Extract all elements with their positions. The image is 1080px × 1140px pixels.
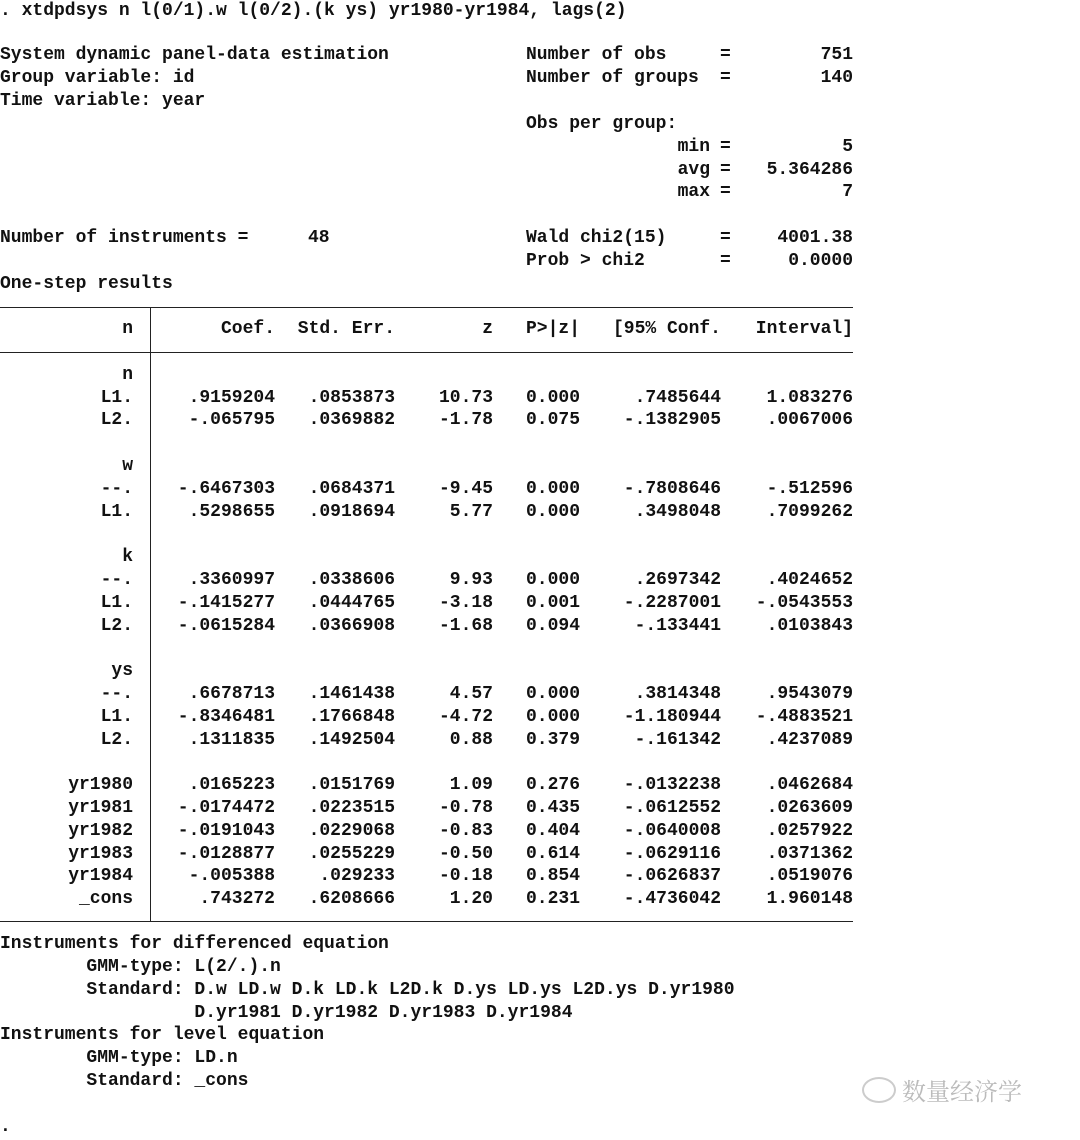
cell-ci-upper: .0263609 [766,798,853,818]
cell-ci-lower: -.7808646 [623,479,721,499]
cell-coef: .0165223 [188,775,275,795]
cell-std-err: .0223515 [308,798,395,818]
watermark-text: 数量经济学 [902,1078,1022,1106]
cell-label: L2. [100,616,133,636]
cell-coef: .3360997 [188,570,275,590]
column-header-p-value: P>|z| [525,319,580,339]
cell-ci-upper: -.4883521 [755,707,853,727]
cell-ci-upper: .0067006 [766,410,853,430]
cell-std-err: .1766848 [308,707,395,727]
cell-coef: -.0615284 [177,616,275,636]
cell-z: -0.18 [438,866,493,886]
cell-std-err: .1492504 [308,730,395,750]
cell-std-err: .1461438 [308,684,395,704]
cell-label: n [122,365,133,385]
column-header-label: n [122,319,133,339]
column-header-ci-upper: Interval] [755,319,853,339]
cell-z: 5.77 [449,502,493,522]
cell-ci-lower: -.0629116 [623,844,721,864]
cell-z: -9.45 [438,479,493,499]
cell-z: -0.83 [438,821,493,841]
eq-sign: = [720,68,731,88]
cell-ci-upper: .0257922 [766,821,853,841]
table-header-rule [0,352,853,353]
group-variable: Group variable: id [0,68,195,88]
cell-p-value: 0.094 [525,616,580,636]
cell-z: 1.20 [449,889,493,909]
cell-z: 9.93 [449,570,493,590]
cell-p-value: 0.379 [525,730,580,750]
results-label: One-step results [0,274,173,294]
cell-z: 0.88 [449,730,493,750]
obs-per-group-label: Obs per group: [526,114,678,134]
avg-label: avg [677,160,710,180]
level-standard: Standard: _cons [0,1071,249,1091]
time-variable: Time variable: year [0,91,206,111]
diff-gmm-type: GMM-type: L(2/.).n [0,957,281,977]
cell-p-value: 0.075 [525,410,580,430]
cell-z: 10.73 [438,388,493,408]
cell-z: -4.72 [438,707,493,727]
cell-label: yr1984 [68,866,133,886]
diff-standard-2: D.yr1981 D.yr1982 D.yr1983 D.yr1984 [0,1003,573,1023]
cell-ci-lower: -.133441 [634,616,721,636]
cell-label: yr1980 [68,775,133,795]
column-header-ci-lower: [95% Conf. [612,319,721,339]
cell-p-value: 0.276 [525,775,580,795]
cell-p-value: 0.000 [525,502,580,522]
cell-p-value: 0.404 [525,821,580,841]
diff-standard-1: Standard: D.w LD.w D.k LD.k L2D.k D.ys LD.ys L2D.ys D.yr1980 [0,980,735,1000]
cell-coef: -.8346481 [177,707,275,727]
cell-std-err: .0918694 [308,502,395,522]
watermark [862,1072,1022,1107]
cell-p-value: 0.001 [525,593,580,613]
cell-ci-upper: .9543079 [766,684,853,704]
avg-value: 5.364286 [766,160,853,180]
column-header-std-err: Std. Err. [297,319,395,339]
eq-sign: = [720,160,731,180]
level-instruments-title: Instruments for level equation [0,1025,325,1045]
cell-ci-upper: .4237089 [766,730,853,750]
cell-ci-upper: .4024652 [766,570,853,590]
cell-std-err: .0229068 [308,821,395,841]
cell-label: --. [100,479,133,499]
cell-z: -0.78 [438,798,493,818]
cell-ci-lower: -1.180944 [623,707,721,727]
cell-ci-lower: .2697342 [634,570,721,590]
cell-label: --. [100,684,133,704]
cell-label: _cons [78,889,133,909]
level-gmm-type: GMM-type: LD.n [0,1048,238,1068]
cell-p-value: 0.000 [525,707,580,727]
cell-coef: -.065795 [188,410,275,430]
n-obs-value: 751 [820,45,853,65]
cell-std-err: .0151769 [308,775,395,795]
cell-p-value: 0.231 [525,889,580,909]
cell-z: -0.50 [438,844,493,864]
cell-label: k [122,547,133,567]
min-value: 5 [842,137,853,157]
eq-sign: = [720,228,731,248]
cell-z: -1.68 [438,616,493,636]
cell-std-err: .029233 [319,866,395,886]
cell-label: --. [100,570,133,590]
prob-value: 0.0000 [788,251,853,271]
cell-p-value: 0.000 [525,570,580,590]
cell-std-err: .0369882 [308,410,395,430]
cell-coef: -.1415277 [177,593,275,613]
cell-std-err: .0366908 [308,616,395,636]
cell-ci-upper: 1.960148 [766,889,853,909]
cell-ci-upper: -.512596 [766,479,853,499]
cell-p-value: 0.000 [525,684,580,704]
max-value: 7 [842,182,853,202]
cell-label: yr1981 [68,798,133,818]
cell-ci-lower: -.0612552 [623,798,721,818]
cell-ci-lower: .3498048 [634,502,721,522]
cell-p-value: 0.614 [525,844,580,864]
cell-ci-upper: .0519076 [766,866,853,886]
cell-label: L2. [100,410,133,430]
cell-z: 4.57 [449,684,493,704]
cell-std-err: .0684371 [308,479,395,499]
estimation-title: System dynamic panel-data estimation [0,45,389,65]
cell-p-value: 0.000 [525,479,580,499]
column-header-z: z [482,319,493,339]
prob-label: Prob > chi2 [526,251,645,271]
wald-label: Wald chi2(15) [526,228,667,248]
cell-coef: -.0191043 [177,821,275,841]
cell-label: L2. [100,730,133,750]
wald-value: 4001.38 [777,228,853,248]
max-label: max [677,182,710,202]
cell-std-err: .0338606 [308,570,395,590]
cell-label: ys [111,661,133,681]
cell-p-value: 0.854 [525,866,580,886]
wechat-icon [862,1077,896,1103]
cell-label: L1. [100,502,133,522]
command-prompt[interactable]: . [0,1117,11,1137]
cell-ci-upper: .0103843 [766,616,853,636]
n-groups-label: Number of groups [526,68,699,88]
cell-coef: .743272 [199,889,275,909]
cell-z: -1.78 [438,410,493,430]
cell-ci-upper: 1.083276 [766,388,853,408]
diff-instruments-title: Instruments for differenced equation [0,934,389,954]
cell-z: -3.18 [438,593,493,613]
min-label: min [677,137,710,157]
cell-coef: .1311835 [188,730,275,750]
cell-ci-lower: -.0640008 [623,821,721,841]
cell-std-err: .0255229 [308,844,395,864]
cell-std-err: .0853873 [308,388,395,408]
eq-sign: = [720,45,731,65]
cell-p-value: 0.435 [525,798,580,818]
instruments-label: Number of instruments = [0,228,249,248]
cell-label: L1. [100,388,133,408]
cell-ci-lower: .7485644 [634,388,721,408]
cell-std-err: .6208666 [308,889,395,909]
eq-sign: = [720,251,731,271]
cell-ci-lower: -.0626837 [623,866,721,886]
cell-ci-lower: -.161342 [634,730,721,750]
cell-ci-upper: .7099262 [766,502,853,522]
cell-coef: -.6467303 [177,479,275,499]
cell-coef: -.0128877 [177,844,275,864]
cell-ci-lower: .3814348 [634,684,721,704]
cell-label: w [122,456,133,476]
cell-z: 1.09 [449,775,493,795]
table-bottom-rule [0,921,853,922]
cell-label: yr1982 [68,821,133,841]
n-obs-label: Number of obs [526,45,667,65]
cell-ci-lower: -.0132238 [623,775,721,795]
cell-coef: .6678713 [188,684,275,704]
eq-sign: = [720,182,731,202]
cell-label: yr1983 [68,844,133,864]
cell-std-err: .0444765 [308,593,395,613]
cell-ci-lower: -.4736042 [623,889,721,909]
cell-ci-lower: -.2287001 [623,593,721,613]
cell-ci-lower: -.1382905 [623,410,721,430]
cell-ci-upper: -.0543553 [755,593,853,613]
table-top-rule [0,307,853,308]
cell-ci-upper: .0462684 [766,775,853,795]
cell-label: L1. [100,707,133,727]
cell-coef: -.005388 [188,866,275,886]
n-groups-value: 140 [820,68,853,88]
cell-p-value: 0.000 [525,388,580,408]
cell-coef: .5298655 [188,502,275,522]
command-line: . xtdpdsys n l(0/1).w l(0/2).(k ys) yr1980-yr1984, lags(2) [0,1,627,21]
instruments-value: 48 [308,228,330,248]
eq-sign: = [720,137,731,157]
cell-coef: -.0174472 [177,798,275,818]
cell-ci-upper: .0371362 [766,844,853,864]
cell-label: L1. [100,593,133,613]
cell-coef: .9159204 [188,388,275,408]
column-header-coef: Coef. [220,319,275,339]
